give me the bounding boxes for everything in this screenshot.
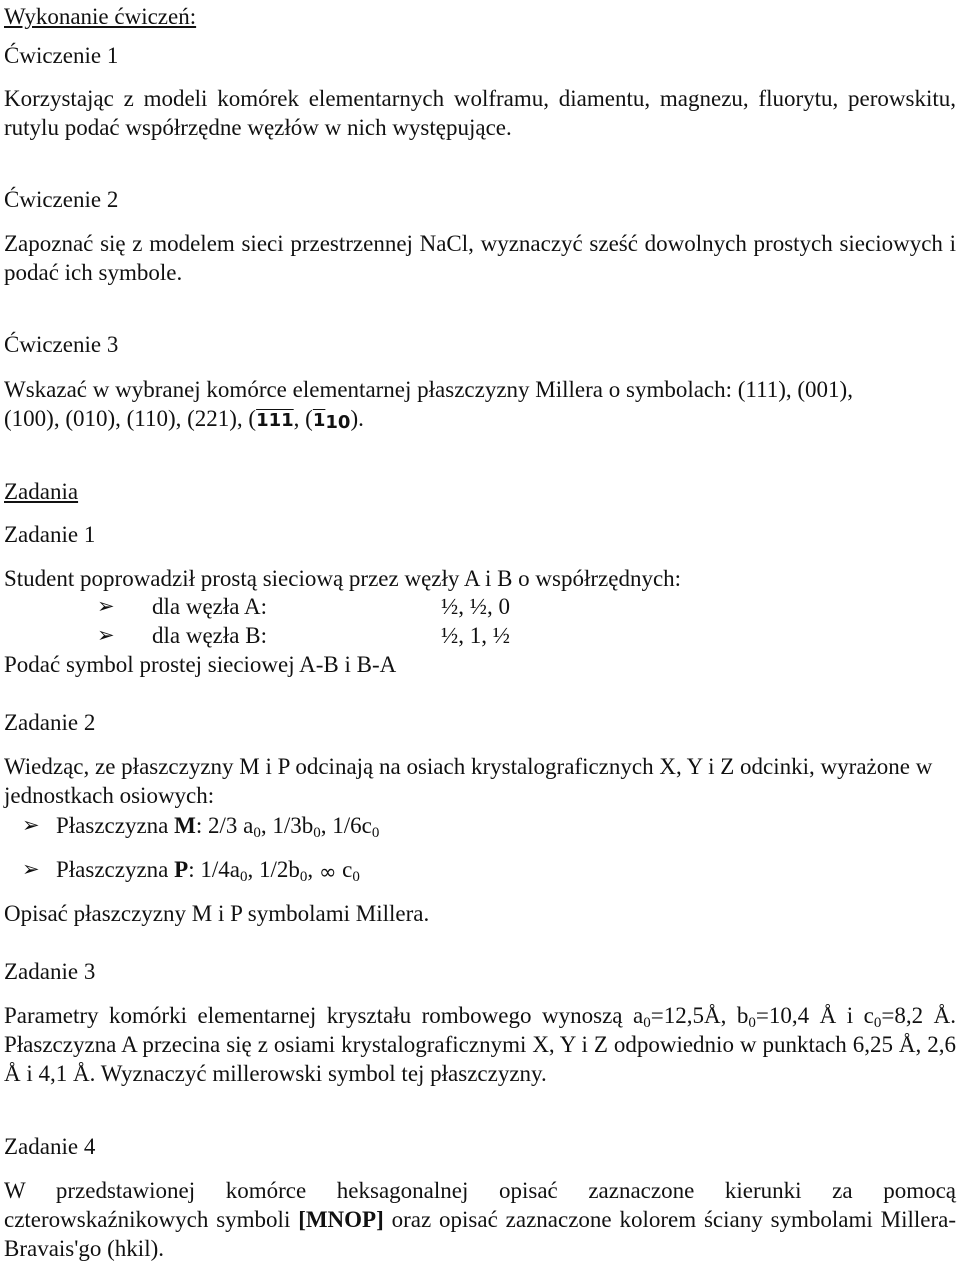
exercise-3-line-2 <box>4 404 956 437</box>
separator: , ( <box>293 406 313 431</box>
plane-p-c: c <box>336 857 353 882</box>
section-header: Wykonanie ćwiczeń: <box>4 4 197 29</box>
plane-m-a: : 2/3 a <box>195 813 254 838</box>
node-a-value: ½, ½, 0 <box>441 594 510 619</box>
exercise-2-title: Ćwiczenie 2 <box>4 187 119 212</box>
tasks-heading: Zadania <box>4 479 79 504</box>
node-a-label: dla węzła A: <box>152 594 267 619</box>
miller-symbol-2-rest: 10 <box>325 412 351 433</box>
task-4-title: Zadanie 4 <box>4 1134 96 1159</box>
bullet-arrow-icon: ➢ <box>97 594 115 618</box>
task-1-title: Zadanie 1 <box>4 522 96 547</box>
task-4-symbol: [MNOP] <box>298 1207 384 1232</box>
task-3-text <box>4 1001 956 1088</box>
task-4-part-2: oraz opisać zaznaczone kolorem ściany symbolami Millera-Bravais'go (hkil). <box>4 1207 956 1261</box>
exercise-3-line-1: Wskazać w wybranej komórce elementarnej płaszczyzny Millera o symbolach: (111), (001), <box>4 377 853 402</box>
bullet-arrow-icon: ➢ <box>97 623 115 647</box>
plane-m-c: , 1/6c <box>320 813 372 838</box>
period: ). <box>350 406 364 431</box>
infinity-icon: ∞ <box>318 860 337 884</box>
plane-p-prefix: Płaszczyzna <box>56 857 175 882</box>
plane-p-c-sep: , <box>307 857 319 882</box>
plane-m-b: , 1/3b <box>260 813 314 838</box>
node-b-value: ½, 1, ½ <box>441 623 510 648</box>
task-2-question: Opisać płaszczyzny M i P symbolami Millera. <box>4 901 430 926</box>
task-3-part-1: Parametry komórki elementarnej kryształu rombowego wynoszą a <box>4 1003 644 1028</box>
subscript-0: 0 <box>643 1015 651 1031</box>
miller-symbol-2-bar: 1 <box>312 410 326 431</box>
bullet-arrow-icon: ➢ <box>22 857 40 881</box>
subscript-0: 0 <box>313 825 321 841</box>
task-2-intro: Wiedząc, ze płaszczyzny M i P odcinają na osiach krystalograficznych X, Y i Z odcinki, wyrażone w jednostkach osiowych: <box>4 754 933 808</box>
task-4-part-1: W przedstawionej komórce heksagonalnej opisać zaznaczone kierunki za pomocą czterowskaźnikowych symboli <box>4 1178 956 1232</box>
subscript-0: 0 <box>253 825 261 841</box>
bullet-arrow-icon: ➢ <box>22 813 40 837</box>
plane-p-b: , 1/2b <box>247 857 300 882</box>
plane-m-prefix: Płaszczyzna <box>56 813 175 838</box>
miller-symbol-1-bar: 111 <box>256 410 294 431</box>
subscript-0: 0 <box>239 869 248 885</box>
exercise-2-text: Zapoznać się z modelem sieci przestrzennej NaCl, wyznaczyć sześć dowolnych prostych sieciowych i podać ich symbole. <box>4 231 956 285</box>
task-3-part-3: =10,4 Å i c <box>755 1003 874 1028</box>
task-3-part-2: =12,5Å, b <box>650 1003 749 1028</box>
plane-p-a: : 1/4a <box>188 857 240 882</box>
plane-m-line <box>56 811 379 840</box>
task-3-title: Zadanie 3 <box>4 959 96 984</box>
task-3-part-4: =8,2 Å. Płaszczyzna A przecina się z osiami krystalograficznymi X, Y i Z odpowiednio w punktach 6,25 Å, 2,6 Å i 4,1 Å. Wyznaczyć millerowski symbol tej płaszczyzny. <box>4 1003 956 1086</box>
node-b-label: dla węzła B: <box>152 623 267 648</box>
plane-p-letter: P <box>174 857 189 882</box>
task-1-intro: Student poprowadził prostą sieciową przez węzły A i B o współrzędnych: <box>4 566 682 591</box>
plane-p-line <box>56 855 360 884</box>
subscript-0: 0 <box>748 1015 756 1031</box>
subscript-0: 0 <box>299 869 308 885</box>
exercise-1-text: Korzystając z modeli komórek elementarnych wolframu, diamentu, magnezu, fluorytu, perowskitu, rutylu podać współrzędne węzłów w nich występujące. <box>4 86 956 140</box>
exercise-1-title: Ćwiczenie 1 <box>4 43 119 68</box>
task-4-text <box>4 1176 956 1263</box>
miller-list: (100), (010), (110), (221), ( <box>4 406 257 431</box>
plane-m-letter: M <box>174 813 196 838</box>
task-1-question: Podać symbol prostej sieciowej A-B i B-A <box>4 652 397 677</box>
exercise-3-title: Ćwiczenie 3 <box>4 332 119 357</box>
subscript-0: 0 <box>371 825 380 841</box>
subscript-0: 0 <box>352 869 360 885</box>
subscript-0: 0 <box>873 1015 882 1031</box>
task-2-title: Zadanie 2 <box>4 710 96 735</box>
